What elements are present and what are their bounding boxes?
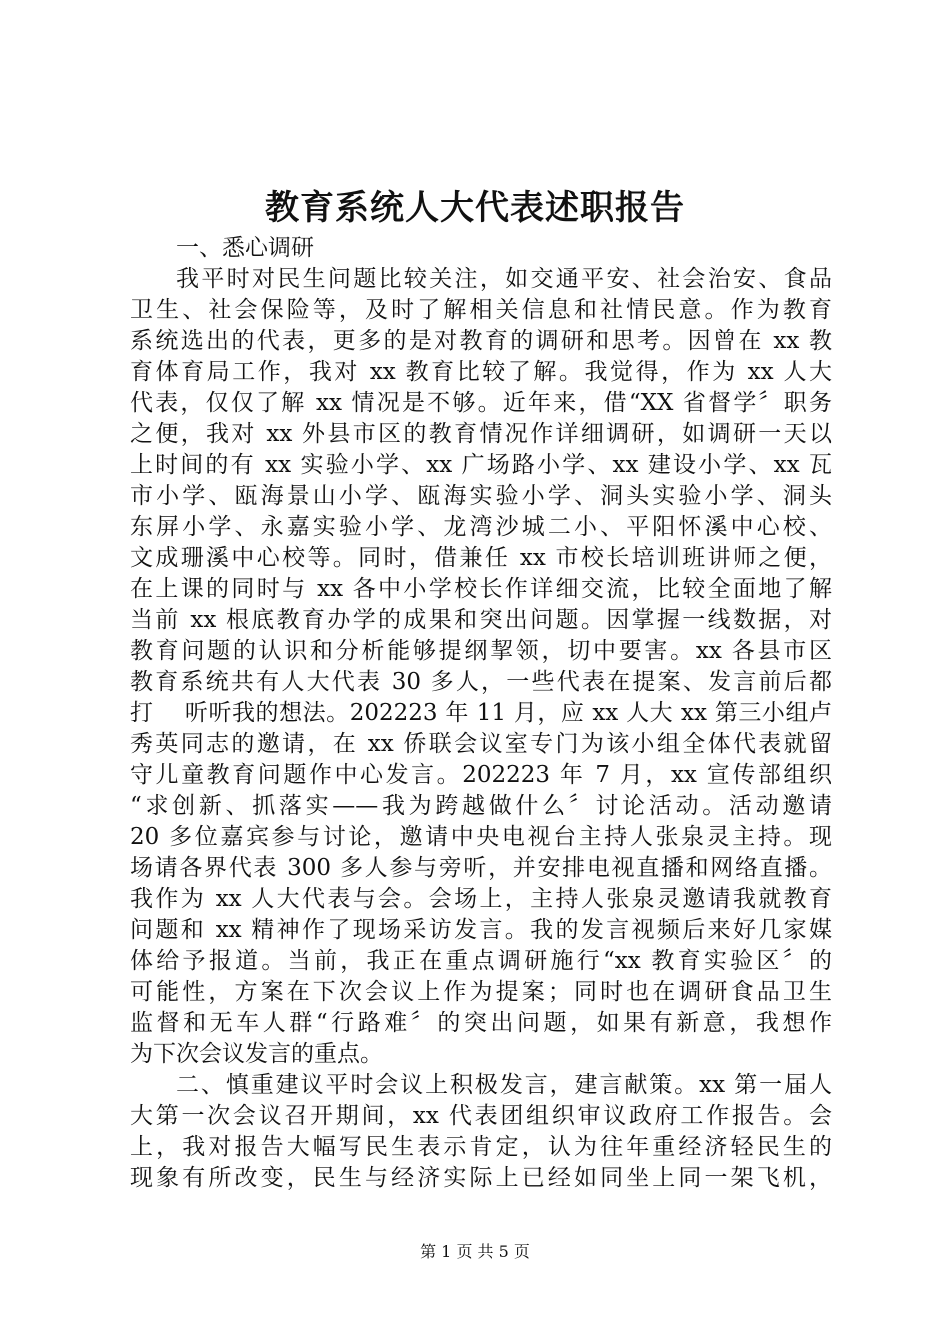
document-title: 教育系统人大代表述职报告 — [265, 188, 685, 228]
text-line: 问题和 xx 精神作了现场采访发言。我的发言视频后来好几家媒 — [130, 917, 832, 943]
text-line: 秀英同志的邀请，在 xx 侨联会议室专门为该小组全体代表就留 — [130, 731, 832, 757]
text-line: 卫生、社会保险等，及时了解相关信息和社情民意。作为教育 — [130, 297, 832, 323]
text-line: “求创新、抓落实——我为跨越做什么〞讨论活动。活动邀请 — [130, 793, 832, 819]
text-line: 守儿童教育问题作中心发言。202223 年 7 月，xx 宣传部组织 — [130, 762, 832, 788]
text-line: 育体育局工作，我对 xx 教育比较了解。我觉得，作为 xx 人大 — [130, 359, 832, 385]
text-line: 教育系统共有人大代表 30 多人，一些代表在提案、发言前后都 — [130, 669, 832, 695]
text-line: 文成珊溪中心校等。同时，借兼任 xx 市校长培训班讲师之便， — [130, 545, 832, 571]
text-line: 监督和无车人群“行路难〞的突出问题，如果有新意，我想作 — [130, 1010, 832, 1036]
text-line: 场请各界代表 300 多人参与旁听，并安排电视直播和网络直播。 — [130, 855, 832, 881]
text-line: 20 多位嘉宾参与讨论，邀请中央电视台主持人张泉灵主持。现 — [130, 824, 832, 850]
text-line: 可能性，方案在下次会议上作为提案；同时也在调研食品卫生 — [130, 979, 832, 1005]
document-body — [130, 233, 832, 1194]
text-line: 上时间的有 xx 实验小学、xx 广场路小学、xx 建设小学、xx 瓦 — [130, 452, 832, 478]
text-line: 为下次会议发言的重点。 — [130, 1041, 383, 1067]
section-heading: 一、悉心调研 — [176, 235, 314, 261]
text-line: 东屏小学、永嘉实验小学、龙湾沙城二小、平阳怀溪中心校、 — [130, 514, 832, 540]
text-line: 在上课的同时与 xx 各中小学校长作详细交流，比较全面地了解 — [130, 576, 832, 602]
text-line: 体给予报道。当前，我正在重点调研施行“xx 教育实验区〞的 — [130, 948, 832, 974]
text-line: 我平时对民生问题比较关注，如交通平安、社会治安、食品 — [176, 266, 832, 292]
text-line: 我作为 xx 人大代表与会。会场上，主持人张泉灵邀请我就教育 — [130, 886, 832, 912]
section-heading-line: 二、慎重建议平时会议上积极发言，建言献策。xx 第一届人 — [176, 1072, 832, 1098]
text-line: 教育问题的认识和分析能够提纲挈领，切中要害。xx 各县市区 — [130, 638, 832, 664]
text-line: 市小学、瓯海景山小学、瓯海实验小学、洞头实验小学、洞头 — [130, 483, 832, 509]
text-line: 打 听听我的想法。202223 年 11 月，应 xx 人大 xx 第三小组卢 — [130, 700, 832, 726]
text-line: 当前 xx 根底教育办学的成果和突出问题。因掌握一线数据，对 — [130, 607, 832, 633]
page-indicator: 第 1 页 共 5 页 — [420, 1242, 530, 1261]
text-line: 上，我对报告大幅写民生表示肯定，认为往年重经济轻民生的 — [130, 1134, 832, 1160]
text-line: 代表，仅仅了解 xx 情况是不够。近年来，借“XX 省督学〞职务 — [130, 390, 832, 416]
text-line: 现象有所改变，民生与经济实际上已经如同坐上同一架飞机， — [130, 1165, 832, 1191]
text-line: 大第一次会议召开期间，xx 代表团组织审议政府工作报告。会 — [130, 1103, 832, 1129]
text-line: 之便，我对 xx 外县市区的教育情况作详细调研，如调研一天以 — [130, 421, 832, 447]
text-line: 系统选出的代表，更多的是对教育的调研和思考。因曾在 xx 教 — [130, 328, 832, 354]
